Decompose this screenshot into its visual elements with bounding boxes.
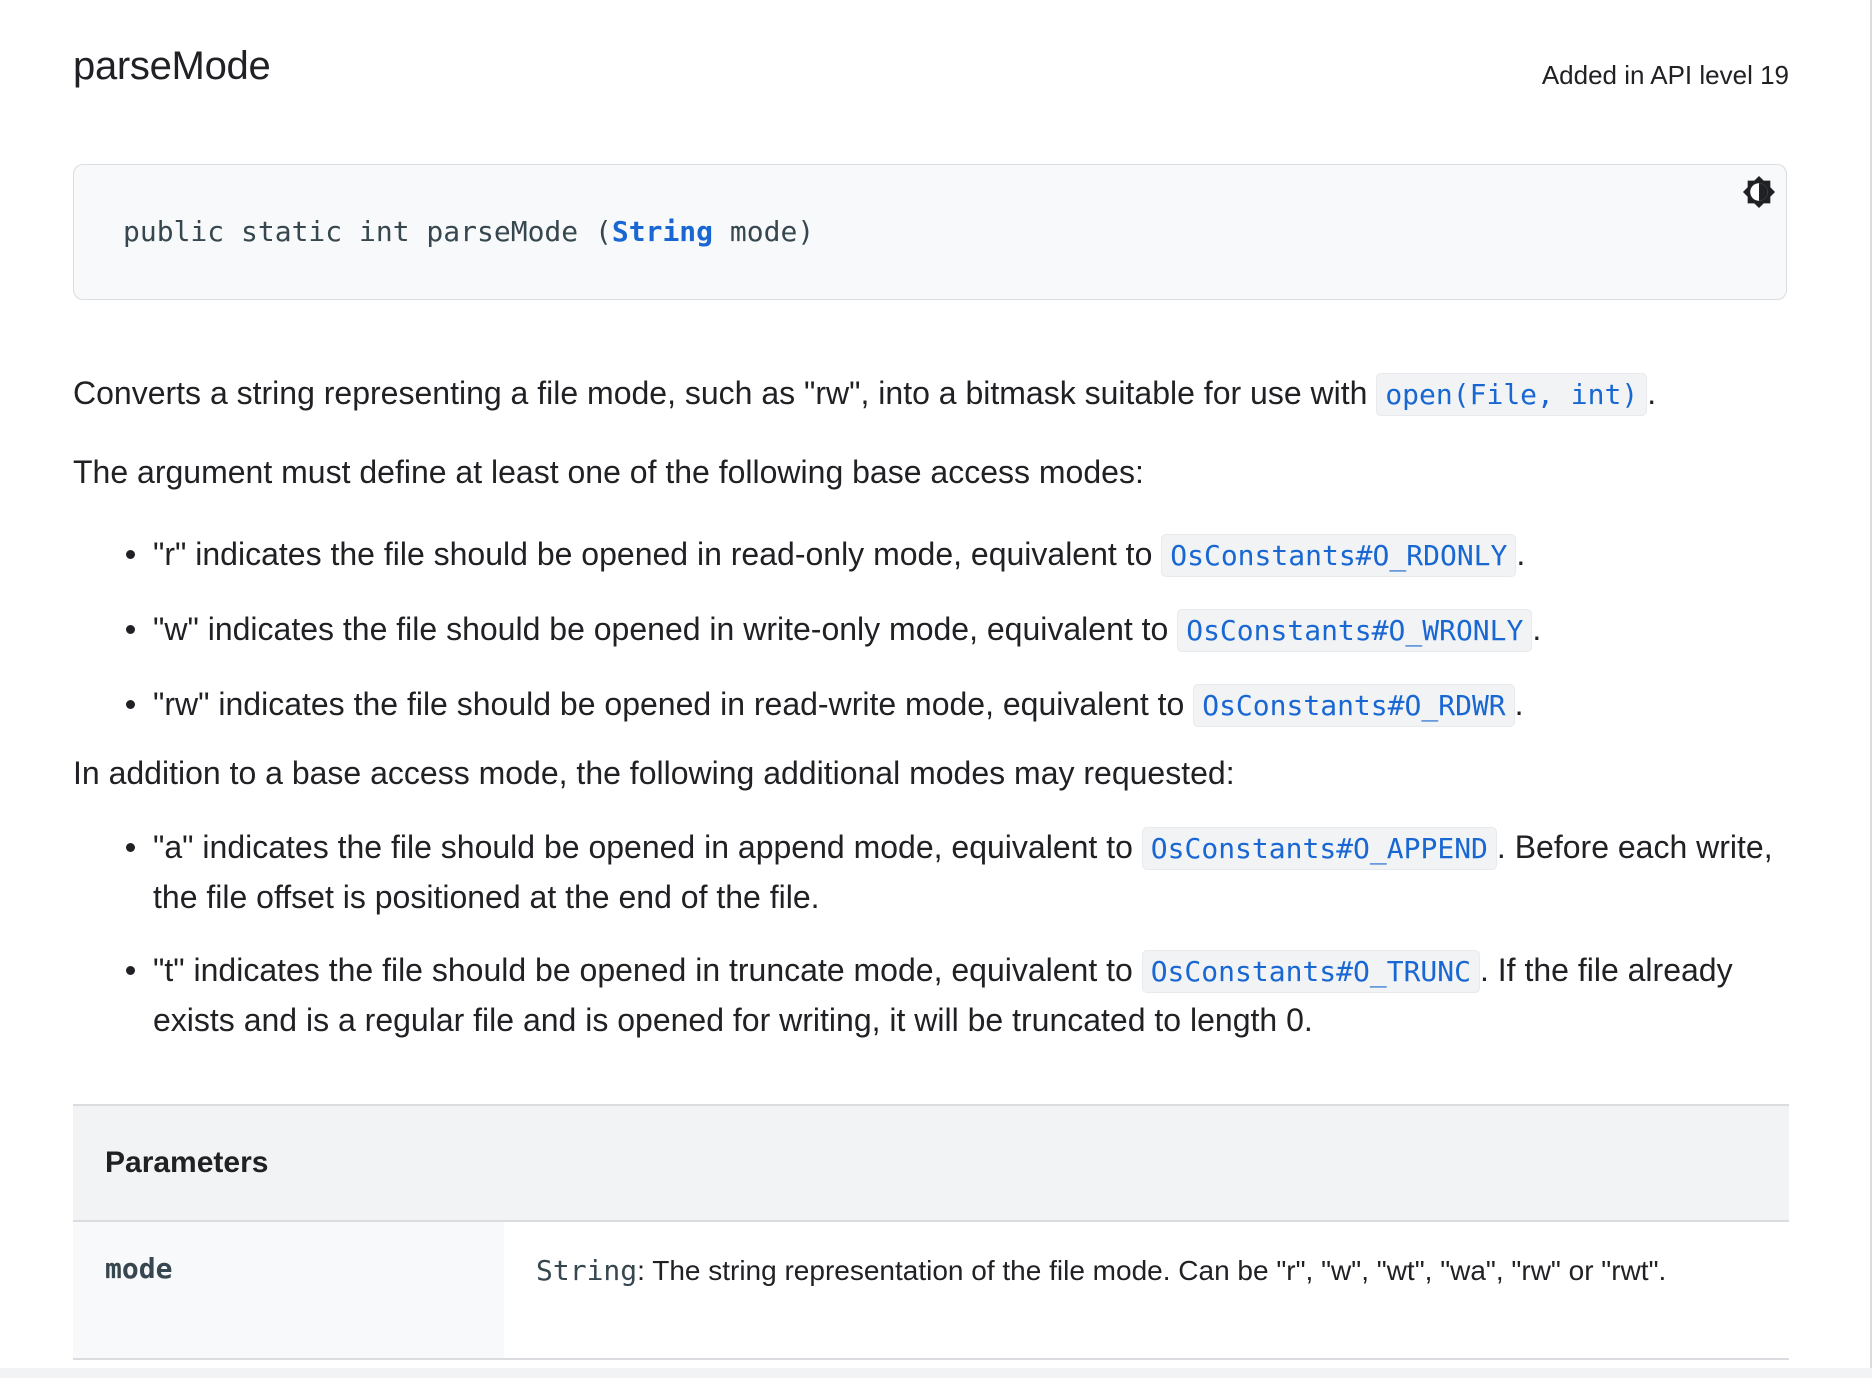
table-row: [73, 1221, 1789, 1359]
signature-suffix: mode): [713, 215, 815, 248]
para1-end: .: [1647, 375, 1657, 411]
method-title: parseMode: [73, 44, 271, 88]
additional-mode-text: "a" indicates the file should be opened in append mode, equivalent to: [153, 829, 1142, 865]
param-description-cell: [504, 1221, 1789, 1359]
description-paragraph-2: The argument must define at least one of the following base access modes:: [73, 454, 1144, 490]
o-trunc-link[interactable]: OsConstants#O_TRUNC: [1142, 950, 1480, 993]
brightness-contrast-icon: [1742, 175, 1776, 209]
description-paragraph-1: [73, 373, 1789, 415]
o-wronly-link[interactable]: OsConstants#O_WRONLY: [1177, 609, 1532, 652]
signature-prefix: public static int parseMode (: [123, 215, 612, 248]
additional-modes-list: [73, 823, 1789, 1044]
api-level-label: Added in API level 19: [1541, 60, 1789, 90]
signature-type-link[interactable]: String: [611, 215, 714, 248]
list-item: [73, 530, 1789, 580]
list-item: [73, 946, 1789, 1044]
param-type: String: [536, 1254, 638, 1287]
base-mode-end: .: [1514, 686, 1524, 722]
parameters-header-row: [73, 1105, 1789, 1221]
param-description-text: : The string representation of the file mode. Can be "r", "w", "wt", "wa", "rw" or "rwt".: [637, 1255, 1667, 1286]
base-mode-text: "rw" indicates the file should be opened in read-write mode, equivalent to: [153, 686, 1194, 722]
base-modes-list: [73, 530, 1789, 730]
method-section: [73, 0, 1789, 1287]
additional-mode-text: "t" indicates the file should be opened in truncate mode, equivalent to: [153, 952, 1142, 988]
list-item: [73, 680, 1789, 730]
o-append-link[interactable]: OsConstants#O_APPEND: [1142, 827, 1497, 870]
parameters-table: [73, 1104, 1789, 1360]
base-mode-end: .: [1532, 611, 1542, 647]
list-item: [73, 605, 1789, 655]
theme-toggle-button[interactable]: [1740, 173, 1778, 211]
para1-text: Converts a string representing a file mode, such as "rw", into a bitmask suitable for use with: [73, 375, 1377, 411]
parameters-heading: Parameters: [105, 1146, 269, 1179]
param-name-cell: mode: [73, 1221, 504, 1359]
base-mode-end: .: [1516, 536, 1526, 572]
o-rdwr-link[interactable]: OsConstants#O_RDWR: [1193, 684, 1514, 727]
additional-mode-end: . If the file already exists and is a regular file and is opened for writing, it will be truncated to length 0.: [153, 952, 1733, 1038]
description-paragraph-3: In addition to a base access mode, the following additional modes may requested:: [73, 755, 1235, 791]
list-item: [73, 823, 1789, 921]
bottom-edge-bar: [0, 1368, 1872, 1378]
base-mode-text: "r" indicates the file should be opened in read-only mode, equivalent to: [153, 536, 1162, 572]
method-signature: [123, 215, 814, 248]
signature-code-block: [73, 164, 1787, 300]
additional-mode-end: . Before each write, the file offset is positioned at the end of the file.: [153, 829, 1773, 915]
o-rdonly-link[interactable]: OsConstants#O_RDONLY: [1161, 534, 1516, 577]
base-mode-text: "w" indicates the file should be opened in write-only mode, equivalent to: [153, 611, 1178, 647]
open-file-int-link[interactable]: open(File, int): [1376, 373, 1647, 416]
method-header: [73, 0, 1789, 150]
